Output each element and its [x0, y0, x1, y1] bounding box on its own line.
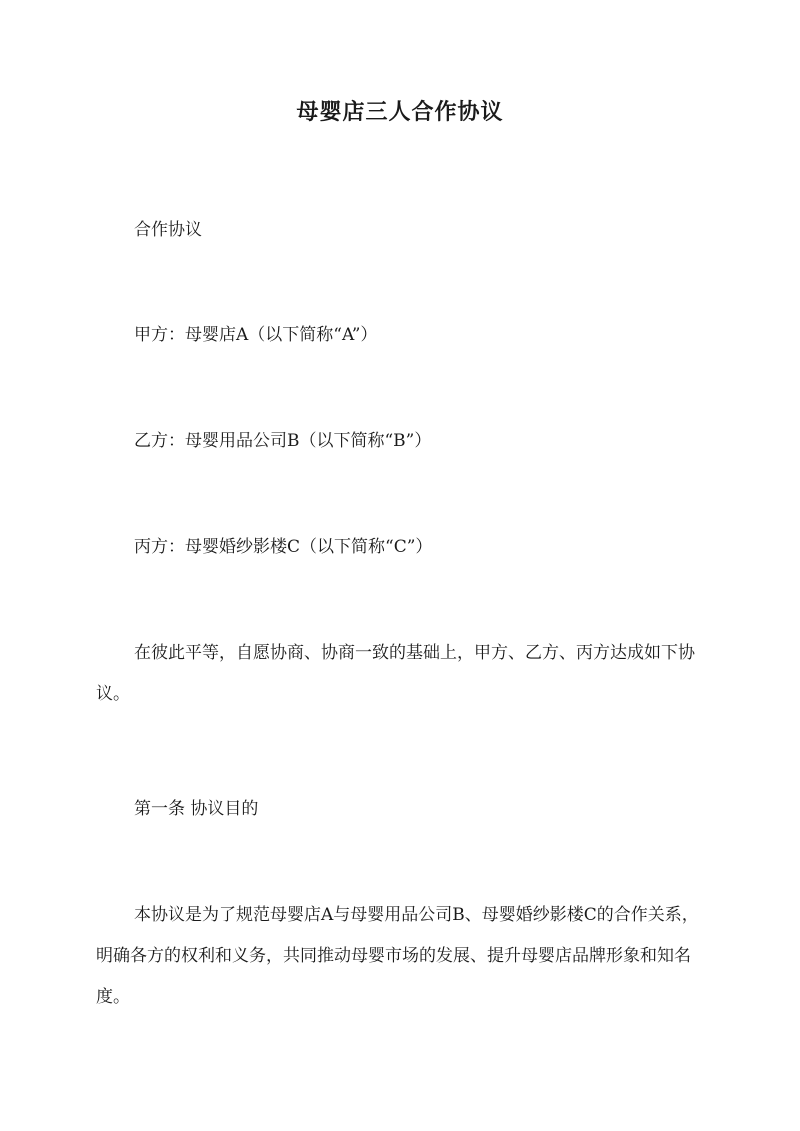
paragraph-heading: 合作协议	[134, 220, 202, 240]
article-one-heading: 第一条 协议目的	[134, 799, 259, 819]
party-a-line: 甲方：母婴店A（以下简称“A”）	[134, 325, 378, 345]
agreement-preamble: 在彼此平等，自愿协商、协商一致的基础上，甲方、乙方、丙方达成如下协议。	[96, 643, 695, 704]
document-title: 母婴店三人合作协议	[296, 99, 504, 125]
party-b-line: 乙方：母婴用品公司B（以下简称“B”）	[134, 431, 432, 451]
article-one-body: 本协议是为了规范母婴店A与母婴用品公司B、母婴婚纱影楼C的合作关系，明确各方的权利和义务，共同推动母婴市场的发展、提升母婴店品牌形象和知名度。	[96, 905, 699, 1007]
party-c-line: 丙方：母婴婚纱影楼C（以下简称“C”）	[134, 537, 433, 557]
